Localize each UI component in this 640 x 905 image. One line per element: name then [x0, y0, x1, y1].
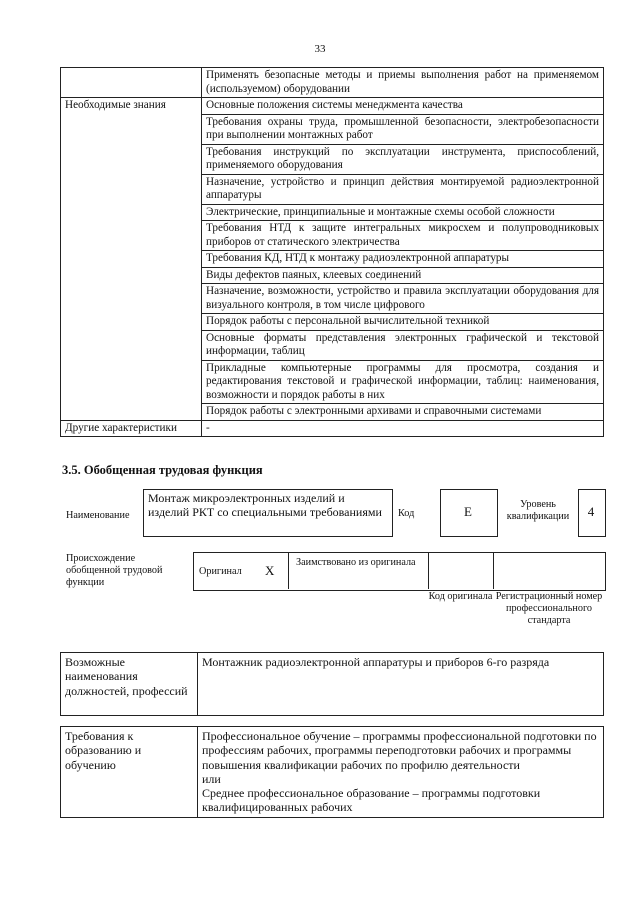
table-row	[61, 98, 604, 115]
section-heading: 3.5. Обобщенная трудовая функция	[62, 463, 263, 477]
origin-divider-3	[428, 552, 494, 589]
knowledge-item: Требования охраны труда, промышленной безопасности, электробезопасности при выполнении монтажных работ	[202, 114, 604, 144]
knowledge-item: Прикладные компьютерные программы для просмотра, создания и редактирования текстовой и графической информации, таблиц: наименования, возможности и порядок работы в них	[202, 360, 604, 404]
knowledge-item: Виды дефектов паяных, клеевых соединений	[202, 267, 604, 284]
level-label: Уровень квалификации	[506, 499, 570, 522]
level-value: 4	[587, 504, 595, 519]
other-value: -	[202, 420, 604, 437]
continuation-item: Применять безопасные методы и приемы выполнения работ на применяемом (используемом) оборудовании	[202, 68, 604, 98]
table-row	[61, 68, 604, 98]
knowledge-item: Порядок работы с персональной вычислительной техникой	[202, 314, 604, 331]
knowledge-item: Порядок работы с электронными архивами и справочными системами	[202, 404, 604, 421]
education-line-1: Профессиональное обучение – программы профессиональной подготовки по профессиям рабочих, программы переподготовки рабочих и программы повышения квалификации рабочих по профилю деятельности	[202, 729, 597, 772]
knowledge-item: Требования НТД к защите интегральных микросхем и полупроводниковых приборов от статического электричества	[202, 221, 604, 251]
positions-table	[60, 652, 604, 716]
education-table	[60, 726, 604, 818]
knowledge-table	[60, 67, 604, 437]
knowledge-label: Необходимые знания	[61, 98, 202, 421]
borrowed-label: Заимствовано из оригинала	[296, 557, 416, 568]
education-line-2: или	[202, 771, 221, 786]
knowledge-item: Требования КД, НТД к монтажу радиоэлектронной аппаратуры	[202, 251, 604, 268]
origin-label: Происхождение обобщенной трудовой функции	[66, 553, 163, 588]
table-row	[61, 420, 604, 437]
knowledge-item: Электрические, принципиальные и монтажные схемы особой сложности	[202, 204, 604, 221]
code-original-caption: Код оригинала	[428, 591, 493, 602]
table-row	[61, 727, 604, 818]
knowledge-item: Назначение, устройство и принцип действия монтируемой радиоэлектронной аппаратуры	[202, 174, 604, 204]
original-label: Оригинал	[199, 566, 242, 577]
reg-number-caption: Регистрационный номер профессионального стандарта	[495, 591, 603, 626]
knowledge-item: Требования инструкций по эксплуатации инструмента, приспособлений, применяемого оборудования	[202, 144, 604, 174]
name-value: Монтаж микроэлектронных изделий и изделий РКТ со специальными требованиями	[148, 491, 382, 519]
code-label: Код	[398, 508, 415, 519]
education-value	[198, 727, 604, 818]
other-label: Другие характеристики	[61, 420, 202, 437]
knowledge-item: Основные положения системы менеджмента качества	[202, 98, 604, 115]
name-label: Наименование	[66, 510, 130, 521]
page-number: 33	[314, 43, 326, 55]
original-mark: X	[265, 563, 275, 578]
code-value: E	[464, 504, 472, 519]
education-label: Требования к образованию и обучению	[61, 727, 198, 818]
knowledge-item: Основные форматы представления электронных графической и текстовой информации, таблиц	[202, 330, 604, 360]
positions-label: Возможные наименования должностей, профессий	[61, 653, 198, 716]
table-row	[61, 653, 604, 716]
knowledge-item: Назначение, возможности, устройство и правила эксплуатации оборудования для визуального контроля, в том числе цифрового	[202, 284, 604, 314]
positions-value: Монтажник радиоэлектронной аппаратуры и приборов 6-го разряда	[198, 653, 604, 716]
education-line-3: Среднее профессиональное образование – программы подготовки квалифицированных рабочих	[202, 786, 541, 815]
empty-label-cell	[61, 68, 202, 98]
